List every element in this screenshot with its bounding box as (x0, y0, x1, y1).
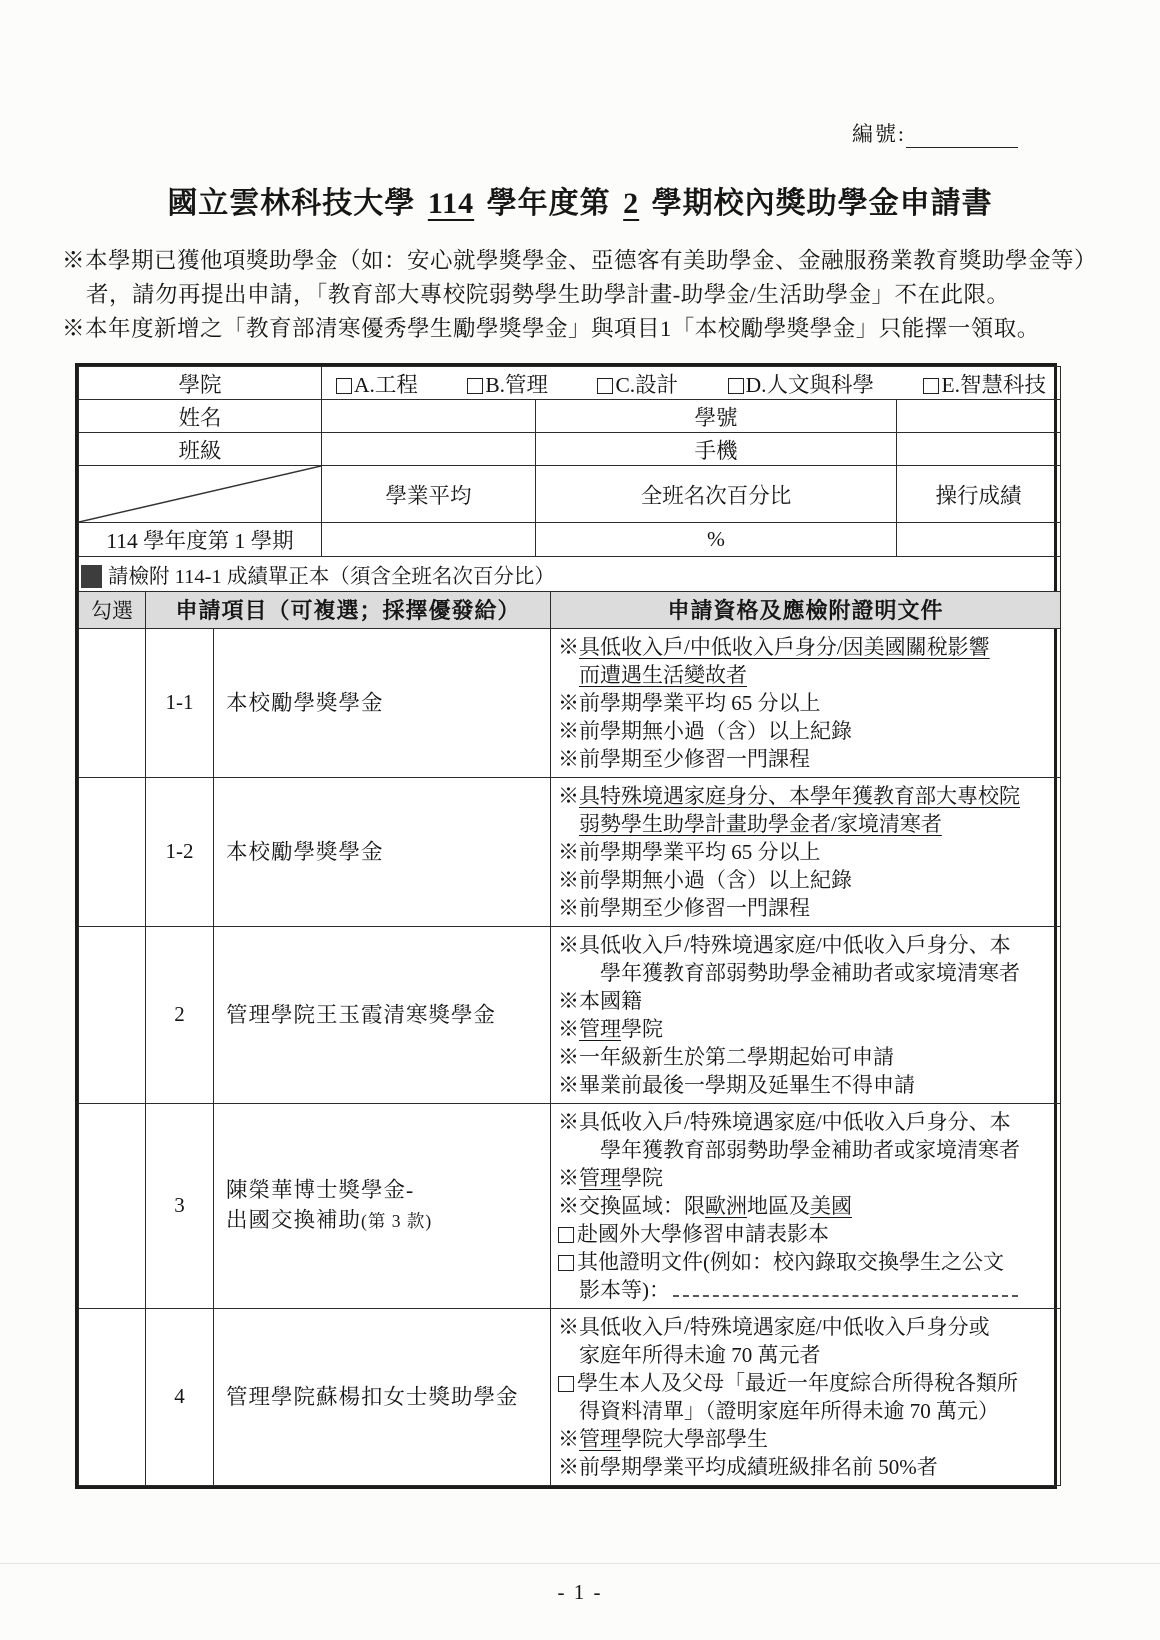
checkbox-icon[interactable] (558, 1255, 574, 1271)
phone-label: 手機 (536, 433, 897, 466)
item-name: 本校勵學獎學金 (214, 628, 551, 777)
criteria-line: 學生本人及父母「最近一年度綜合所得稅各類所 (558, 1369, 1056, 1397)
checkbox-icon[interactable] (336, 378, 352, 394)
check-cell[interactable] (79, 926, 146, 1103)
diagonal-header-cell (79, 466, 322, 523)
checkbox-icon[interactable] (467, 378, 483, 394)
rank-percent-input-cell[interactable]: % (536, 523, 897, 557)
instruction-notes (62, 244, 1108, 346)
criteria-line: 弱勢學生助學計畫助學金者/家境清寒者 (579, 811, 942, 836)
criteria-line: ※前學期無小過（含）以上紀錄 (558, 718, 853, 743)
check-cell[interactable] (79, 1103, 146, 1308)
item-row (79, 1103, 1061, 1308)
item-criteria (551, 926, 1061, 1103)
student-id-input-cell[interactable] (897, 400, 1061, 433)
items-body (79, 628, 1061, 1485)
criteria-line: ※畢業前最後一學期及延畢生不得申請 (558, 1072, 916, 1097)
phone-input-cell[interactable] (897, 433, 1061, 466)
name-input-cell[interactable] (322, 400, 536, 433)
name-label: 姓名 (79, 400, 322, 433)
semester-value: 2 (623, 187, 640, 220)
criteria-line: 得資料清單」（證明家庭年所得未逾 70 萬元） (579, 1398, 1000, 1423)
header-criteria: 申請資格及應檢附證明文件 (551, 591, 1061, 628)
serial-number-input-line[interactable] (906, 127, 1018, 148)
page-number: - 1 - (557, 1580, 603, 1604)
serial-number-field (852, 118, 1018, 148)
item-name: 管理學院王玉霞清寒獎學金 (214, 926, 551, 1103)
check-cell[interactable] (79, 628, 146, 777)
item-number: 2 (146, 926, 214, 1103)
criteria-line: ※管理學院大學部學生 (558, 1426, 769, 1451)
grade-col-class-rank-percent: 全班名次百分比 (536, 466, 897, 523)
criteria-line: ※前學期無小過（含）以上紀錄 (558, 867, 853, 892)
checkbox-icon[interactable] (923, 378, 939, 394)
criteria-line: ※交換區域：限歐洲地區及美國 (558, 1193, 853, 1218)
criteria-line: 其他證明文件(例如：校內錄取交換學生之公文 (558, 1248, 1056, 1276)
check-cell[interactable] (79, 1308, 146, 1485)
criteria-line: ※前學期學業平均 65 分以上 (558, 839, 821, 864)
checkbox-icon[interactable] (558, 1227, 574, 1243)
applicant-info-table (78, 366, 1061, 592)
college-options-cell (322, 367, 1061, 400)
item-criteria (551, 1308, 1061, 1485)
class-input-cell[interactable] (322, 433, 536, 466)
note-line: ※本年度新增之「教育部清寒優秀學生勵學獎學金」與項目1「本校勵學獎學金」只能擇一領取。 (62, 316, 1040, 341)
item-number: 1-2 (146, 777, 214, 926)
college-option-smart-tech[interactable]: E.智慧科技 (923, 368, 1046, 399)
item-number: 3 (146, 1103, 214, 1308)
class-label: 班級 (79, 433, 322, 466)
criteria-line: ※具低收入戶/特殊境遇家庭/中低收入戶身分或 (558, 1314, 990, 1339)
college-option-humanities[interactable]: D.人文與科學 (728, 368, 874, 399)
criteria-line: ※具低收入戶/特殊境遇家庭/中低收入戶身分、本 (558, 932, 1011, 957)
criteria-line: 而遭遇生活變故者 (579, 662, 748, 687)
college-option-management[interactable]: B.管理 (467, 368, 548, 399)
college-options (322, 368, 1060, 399)
criteria-line: ※前學期至少修習一門課程 (558, 895, 811, 920)
checkbox-icon[interactable] (558, 1376, 574, 1392)
footer-rule (0, 1563, 1160, 1564)
item-row (79, 628, 1061, 777)
criteria-line: 赴國外大學修習申請表影本 (558, 1220, 1056, 1248)
criteria-line: 影本等)： (558, 1276, 1056, 1304)
grade-col-average: 學業平均 (322, 466, 536, 523)
criteria-line: ※本國籍 (558, 988, 643, 1013)
college-label: 學院 (79, 367, 322, 400)
item-criteria (551, 628, 1061, 777)
college-option-engineering[interactable]: A.工程 (336, 368, 418, 399)
criteria-line: ※管理學院 (558, 1165, 664, 1190)
college-option-design[interactable]: C.設計 (597, 368, 678, 399)
item-criteria (551, 1103, 1061, 1308)
item-number: 1-1 (146, 628, 214, 777)
attach-note-text: 請檢附 114-1 成績單正本（須含全班名次百分比） (108, 566, 555, 588)
criteria-line: ※具低收入戶/特殊境遇家庭/中低收入戶身分、本 (558, 1109, 1011, 1134)
header-item: 申請項目（可複選；採擇優發給） (146, 591, 551, 628)
item-name: 本校勵學獎學金 (214, 777, 551, 926)
criteria-line: ※前學期至少修習一門課程 (558, 746, 811, 771)
form-table (75, 363, 1057, 1489)
serial-number-label: 編號: (852, 122, 906, 146)
criteria-line: ※具低收入戶/中低收入戶身分/因美國關稅影響 (558, 634, 990, 659)
item-name: 管理學院蘇楊扣女士獎助學金 (214, 1308, 551, 1485)
semester-row-label: 114 學年度第 1 學期 (79, 523, 322, 557)
item-row (79, 1308, 1061, 1485)
item-row (79, 777, 1061, 926)
item-row (79, 926, 1061, 1103)
criteria-line: 家庭年所得未逾 70 萬元者 (579, 1342, 821, 1367)
note-line: 者，請勿再提出申請，「教育部大專校院弱勢學生助學計畫-助學金/生活助學金」不在此限。 (86, 282, 1010, 307)
conduct-input-cell[interactable] (897, 523, 1061, 557)
diagonal-line (79, 466, 321, 522)
item-name: 陳榮華博士獎學金- 出國交換補助(第 3 款) (214, 1103, 551, 1308)
criteria-line: ※前學期學業平均成績班級排名前 50%者 (558, 1454, 938, 1479)
criteria-line: 學年獲教育部弱勢助學金補助者或家境清寒者 (600, 960, 1021, 985)
checkbox-icon[interactable] (597, 378, 613, 394)
grade-col-conduct: 操行成績 (897, 466, 1061, 523)
criteria-line: 學年獲教育部弱勢助學金補助者或家境清寒者 (600, 1137, 1021, 1162)
attach-note-cell (79, 557, 1061, 592)
page-title: 國立雲林科技大學 114 學年度第 2 學期校內獎助學金申請書 (167, 187, 993, 220)
note-line: ※本學期已獲他項獎助學金（如：安心就學獎學金、亞德客有美助學金、金融服務業教育獎助學金等） (62, 248, 1098, 273)
checkbox-icon[interactable] (728, 378, 744, 394)
scholarship-items-table (78, 591, 1061, 1486)
blank-input-line[interactable] (673, 1283, 1018, 1297)
criteria-line: ※具特殊境遇家庭身分、本學年獲教育部大專校院 (558, 783, 1021, 808)
gpa-input-cell[interactable] (322, 523, 536, 557)
filled-square-icon (81, 565, 102, 588)
item-number: 4 (146, 1308, 214, 1485)
header-check: 勾選 (79, 591, 146, 628)
student-id-label: 學號 (536, 400, 897, 433)
criteria-line: ※前學期學業平均 65 分以上 (558, 690, 821, 715)
criteria-line: ※管理學院 (558, 1016, 664, 1041)
criteria-line: ※一年級新生於第二學期起始可申請 (558, 1044, 895, 1069)
academic-year-value: 114 (427, 187, 475, 220)
check-cell[interactable] (79, 777, 146, 926)
item-criteria (551, 777, 1061, 926)
